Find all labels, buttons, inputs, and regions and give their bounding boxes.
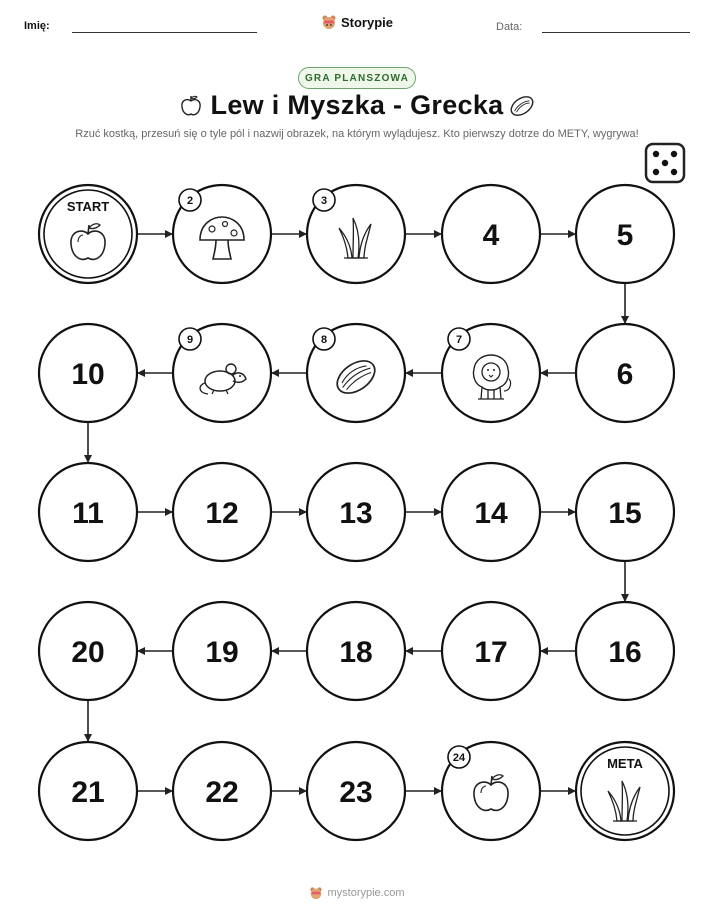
cell-23 <box>307 742 405 840</box>
bear-mascot-icon <box>309 886 323 900</box>
connector-arrow <box>540 787 576 795</box>
cell-17 <box>442 602 540 700</box>
step-badge <box>448 746 470 768</box>
cell-number: 14 <box>474 497 508 530</box>
connector-arrow <box>137 787 173 795</box>
cell-number: 20 <box>71 636 105 669</box>
category-badge: GRA PLANSZOWA <box>298 67 416 89</box>
connector-arrow <box>405 369 442 377</box>
cell-meta <box>576 742 674 840</box>
connector-arrow <box>271 787 307 795</box>
connector-arrow <box>405 230 442 238</box>
badge-number: 8 <box>320 334 328 346</box>
date-label: Data: <box>496 21 523 33</box>
footer <box>0 886 714 905</box>
connector-arrow <box>540 647 576 655</box>
cell-10 <box>39 324 137 422</box>
connector-arrow <box>405 787 442 795</box>
connector-arrow <box>540 369 576 377</box>
connector-arrow <box>137 647 173 655</box>
footer-url: mystorypie.com <box>327 887 405 899</box>
cell-8 <box>307 324 405 422</box>
connector-arrow <box>621 561 629 602</box>
connector-arrow <box>137 369 173 377</box>
connector-arrow <box>84 422 92 463</box>
cell-18 <box>307 602 405 700</box>
cell-start <box>39 185 137 283</box>
cell-9 <box>173 324 271 422</box>
cell-number: 15 <box>608 497 642 530</box>
badge-number: 7 <box>455 334 463 346</box>
cell-number: 13 <box>339 497 373 530</box>
connector-arrow <box>621 283 629 324</box>
instructions: Rzuć kostką, przesuń się o tyle pól i nazwij obrazek, na którym wylądujesz. Kto pierwszy dotrze do METY, wygrywa! <box>75 128 639 140</box>
cell-7 <box>442 324 540 422</box>
connector-arrow <box>540 230 576 238</box>
connector-arrow <box>137 508 173 516</box>
step-badge <box>448 328 470 350</box>
cell-16 <box>576 602 674 700</box>
cell-19 <box>173 602 271 700</box>
badge-number: 2 <box>186 195 194 207</box>
cell-15 <box>576 463 674 561</box>
connector-arrow <box>84 700 92 742</box>
cell-number: 4 <box>482 219 500 252</box>
cell-label: START <box>66 199 110 214</box>
step-badge <box>313 328 335 350</box>
cell-12 <box>173 463 271 561</box>
step-badge <box>179 328 201 350</box>
connector-arrow <box>137 230 173 238</box>
cell-number: 5 <box>616 219 634 252</box>
connector-arrow <box>405 647 442 655</box>
connector-arrow <box>271 647 307 655</box>
cell-number: 11 <box>72 497 104 530</box>
cell-number: 21 <box>71 776 105 809</box>
connector-arrow <box>405 508 442 516</box>
connector-arrow <box>271 369 307 377</box>
cell-20 <box>39 602 137 700</box>
connector-arrow <box>540 508 576 516</box>
cell-6 <box>576 324 674 422</box>
cell-11 <box>39 463 137 561</box>
cell-13 <box>307 463 405 561</box>
badge-number: 3 <box>320 195 328 207</box>
cell-number: 23 <box>339 776 373 809</box>
cell-number: 18 <box>339 636 373 669</box>
cell-number: 10 <box>71 358 105 391</box>
cell-3 <box>307 185 405 283</box>
badge-number: 9 <box>186 334 194 346</box>
cell-5 <box>576 185 674 283</box>
cell-number: 17 <box>474 636 508 669</box>
cell-number: 19 <box>205 636 239 669</box>
badge-number: 24 <box>452 752 466 764</box>
cell-number: 12 <box>205 497 239 530</box>
cell-number: 22 <box>205 776 239 809</box>
step-badge <box>313 189 335 211</box>
connector-arrow <box>271 508 307 516</box>
cell-2 <box>173 185 271 283</box>
step-badge <box>179 189 201 211</box>
cell-number: 16 <box>608 636 642 669</box>
name-label: Imię: <box>24 20 50 32</box>
cell-label: META <box>607 756 643 771</box>
page-title: Lew i Myszka - Grecka <box>210 90 504 120</box>
cell-number: 6 <box>616 358 634 391</box>
brand-name: Storypie <box>340 14 393 30</box>
cell-21 <box>39 742 137 840</box>
cell-14 <box>442 463 540 561</box>
connector-arrow <box>271 230 307 238</box>
cell-22 <box>173 742 271 840</box>
cell-4 <box>442 185 540 283</box>
cell-24 <box>442 742 540 840</box>
